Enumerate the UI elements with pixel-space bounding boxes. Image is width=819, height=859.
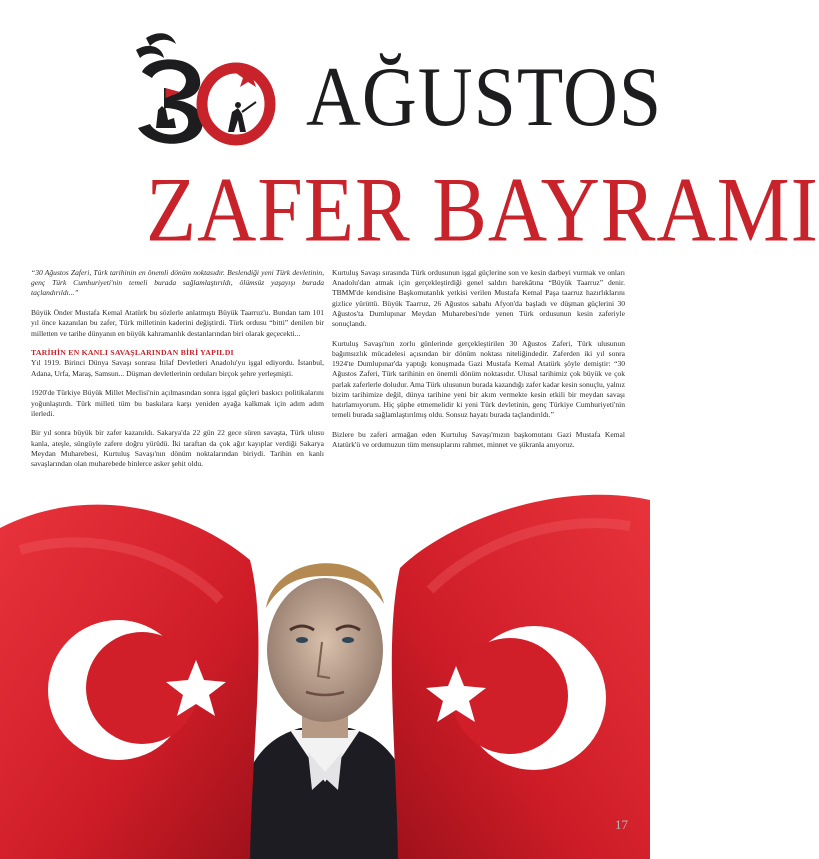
paragraph: Büyük Önder Mustafa Kemal Atatürk bu sözlerle anlatmıştı Büyük Taarruz'u. Bundan tam 101 yıl önce kazanılan bu zafer, Türk milletinin kaderini değiştirdi. Türk ordusu “bitti” denilen bir milletten ve tarihe dünyanın en büyük kahramanlık destanlarından biri olarak geçecekti... bbox=[31, 308, 324, 338]
title-zafer-bayrami: ZAFER BAYRAMI bbox=[146, 158, 819, 261]
left-column bbox=[31, 268, 324, 479]
paragraph: Kurtuluş Savaşı'nın zorlu günlerinde gerçekleştirilen 30 Ağustos Zaferi, Türk ulusunun bağımsızlık mücadelesi açısından bir dönüm noktası niteliğindedir. Zaferden iki yıl sonra 1924'te Dumlupınar'da yaptığı konuşmada Gazi Mustafa Kemal Atatürk şöyle demiştir: “30 Ağustos Zaferi, Türk tarihinin en önemli dönüm noktasıdır. Ulusal tarihimiz çok büyük ve çok parlak zaferlerle doludur. Ama Türk ulusunun burada kazandığı zafer kadar kesin sonuçlu, yalnız bizim tarihimize değil, dünya tarihine yeni bir akım vermekte kesin etkili bir meydan savaşı hatırlamıyorum. Hiç şüphe etmemelidir ki yeni Türk devletinin, genç Türkiye Cumhuriyeti'nin temeli burada sağlamlaştırılmış oldu. Sonsuz hayatı burada taçlandırıldı.” bbox=[332, 338, 625, 420]
flags-and-portrait-illustration bbox=[0, 490, 650, 859]
section-heading: TARİHİN EN KANLI SAVAŞLARINDAN BİRİ YAPILDI bbox=[31, 348, 234, 358]
paragraph: Bizlere bu zaferi armağan eden Kurtuluş Savaşı'mızın başkomutanı Gazi Mustafa Kemal Atatürk'ü ve ordumuzun tüm mensuplarını rahmet, minnet ve şükranla anıyoruz. bbox=[332, 429, 625, 450]
paragraph: Bir yıl sonra büyük bir zafer kazanıldı. Sakarya'da 22 gün 22 gece süren savaşta, Türk ulusu kanla, ateşle, süngüyle zafere doğru yürüdü. İki taraftan da çok ağır kayıplar verdiği Sakarya Meydan Muharebesi, Kurtuluş Savaşı'nın dönüm noktalarından biriydi. Tarihin en kanlı savaşlarından olan muharebede binlerce asker şehit oldu. bbox=[31, 428, 324, 469]
paragraph: Kurtuluş Savaşı sırasında Türk ordusunun işgal güçlerine son ve kesin darbeyi vurmak ve onları Anadolu'dan atmak için gerçekleştirdiği genel saldırı harekâtına “Büyük Taarruz” denir. TBMM'de kendisine Başkomutanlık yetkisi verilen Mustafa Kemal Paşa taarruz hazırlıklarını gizlice yürüttü. Büyük Taarruz, 26 Ağustos sabahı Afyon'da başladı ve düşman güçlerini 30 Ağustos'ta Dumlupınar Meydan Muharebesi'nde yenen Türk ordusunun kesin zaferiyle sonuçlandı. bbox=[332, 268, 625, 329]
paragraph: 1920'de Türkiye Büyük Millet Meclisi'nin açılmasından sonra işgal güçleri baskıcı politikalarını yoğunlaştırdı. Türk milleti tüm bu baskılara karşı yeniden ayağa kalkmak için adım adım ilerledi. bbox=[31, 388, 324, 418]
title-agustos: AĞUSTOS bbox=[306, 49, 663, 144]
30-agustos-logo bbox=[128, 28, 278, 146]
right-column bbox=[332, 268, 625, 460]
turkish-flag-right bbox=[392, 495, 650, 859]
page-number: 17 bbox=[615, 817, 628, 832]
paragraph: Yıl 1919. Birinci Dünya Savaşı sonrası İtilaf Devletleri Anadolu'yu işgal ediyordu. İstanbul, Adana, Urfa, Maraş, Samsun... Düşman devletlerinin orduları birçok şehre yerleşmişti. bbox=[31, 358, 324, 378]
turkish-flag-left bbox=[0, 505, 258, 859]
portrait bbox=[232, 563, 420, 859]
intro-quote: “30 Ağustos Zaferi, Türk tarihinin en önemli dönüm noktasıdır. Beslendiği yeni Türk devletinin, genç Türk Cumhuriyeti'nin temeli burada sağlamlaştırıldı, ölümsüz yaşayışı burada taçlandırıldı...” bbox=[31, 268, 324, 298]
